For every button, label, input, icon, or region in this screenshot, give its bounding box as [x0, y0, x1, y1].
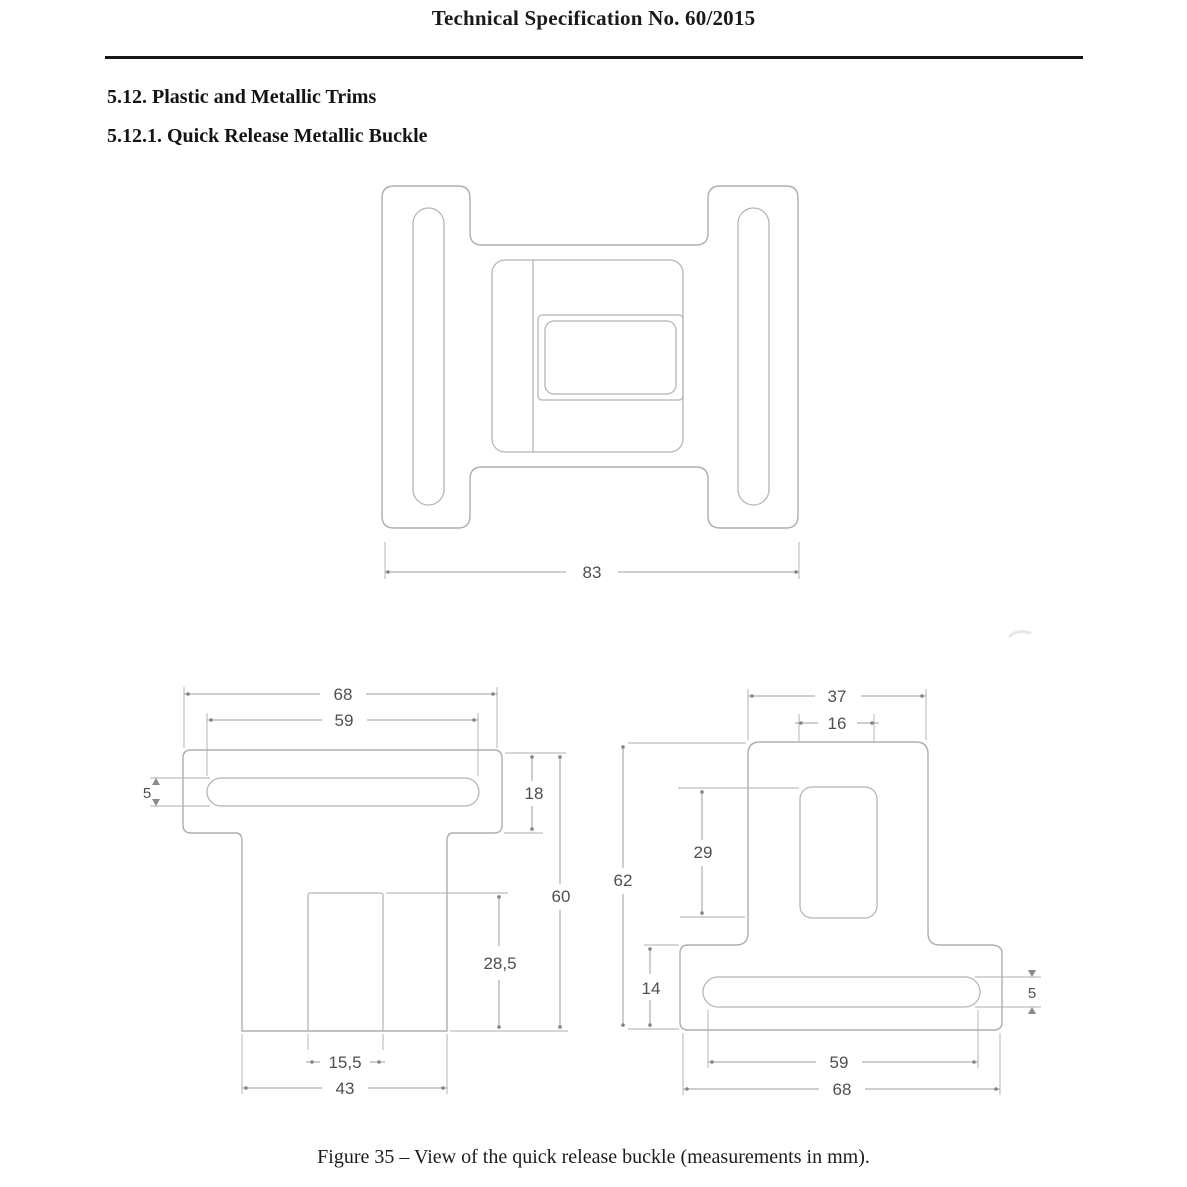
- left-side-view-drawing: [143, 685, 571, 1098]
- dim-left-bar-height: [504, 753, 566, 833]
- dim-right-bar-height: [642, 945, 679, 1027]
- right-view-outline: [680, 742, 1002, 1030]
- dim-right-block-slot-height: [678, 788, 799, 917]
- dim-label-43: 43: [335, 1079, 355, 1098]
- dim-label-83: 83: [582, 563, 602, 582]
- dim-left-notch-height: [386, 893, 517, 1029]
- dim-label-28-5: 28,5: [483, 954, 517, 973]
- dim-front-overall-width: [385, 542, 799, 582]
- dim-label-68-left: 68: [333, 685, 353, 704]
- dim-label-37: 37: [827, 687, 847, 706]
- figure-caption: Figure 35 – View of the quick release buckle (measurements in mm).: [317, 1146, 870, 1168]
- dim-right-bar-slot-width: [708, 1010, 978, 1072]
- dim-left-notch-width: [306, 1034, 385, 1072]
- dim-label-18: 18: [524, 784, 544, 803]
- document-title: Technical Specification No. 60/2015: [431, 6, 756, 30]
- section-heading: 5.12. Plastic and Metallic Trims: [107, 86, 377, 108]
- dim-label-68-right: 68: [832, 1080, 852, 1099]
- left-view-strap-slot: [207, 778, 479, 806]
- dim-right-bar-slot-height: [975, 970, 1041, 1014]
- dim-label-14: 14: [641, 979, 661, 998]
- right-view-strap-slot: [703, 977, 980, 1007]
- dim-label-59-left: 59: [334, 711, 354, 730]
- front-left-slot: [413, 208, 444, 505]
- dim-label-60: 60: [551, 887, 571, 906]
- dim-label-15-5: 15,5: [328, 1053, 362, 1072]
- dim-left-slot-width: [207, 711, 478, 776]
- dim-label-62: 62: [613, 871, 633, 890]
- front-right-slot: [738, 208, 769, 505]
- front-tongue-plate: [492, 260, 683, 452]
- dim-label-59-right: 59: [829, 1053, 849, 1072]
- left-view-outline: [183, 750, 502, 1031]
- dim-label-5-left: 5: [142, 785, 152, 802]
- subsection-heading: 5.12.1. Quick Release Metallic Buckle: [107, 125, 428, 147]
- dim-right-block-slot-width: [795, 714, 879, 741]
- front-center-slot-outer: [538, 315, 683, 400]
- dim-label-16: 16: [827, 714, 847, 733]
- dim-left-slot-height: [143, 778, 210, 806]
- front-center-slot-inner: [545, 321, 676, 394]
- right-side-view-drawing: [614, 687, 1041, 1099]
- scan-smudge-artifact: [1010, 632, 1030, 636]
- dim-label-29: 29: [693, 843, 713, 862]
- dim-label-5-right: 5: [1027, 985, 1037, 1002]
- left-view-stem-notch: [308, 893, 383, 1031]
- right-view-block-slot: [800, 787, 877, 918]
- front-view-drawing: [382, 186, 799, 582]
